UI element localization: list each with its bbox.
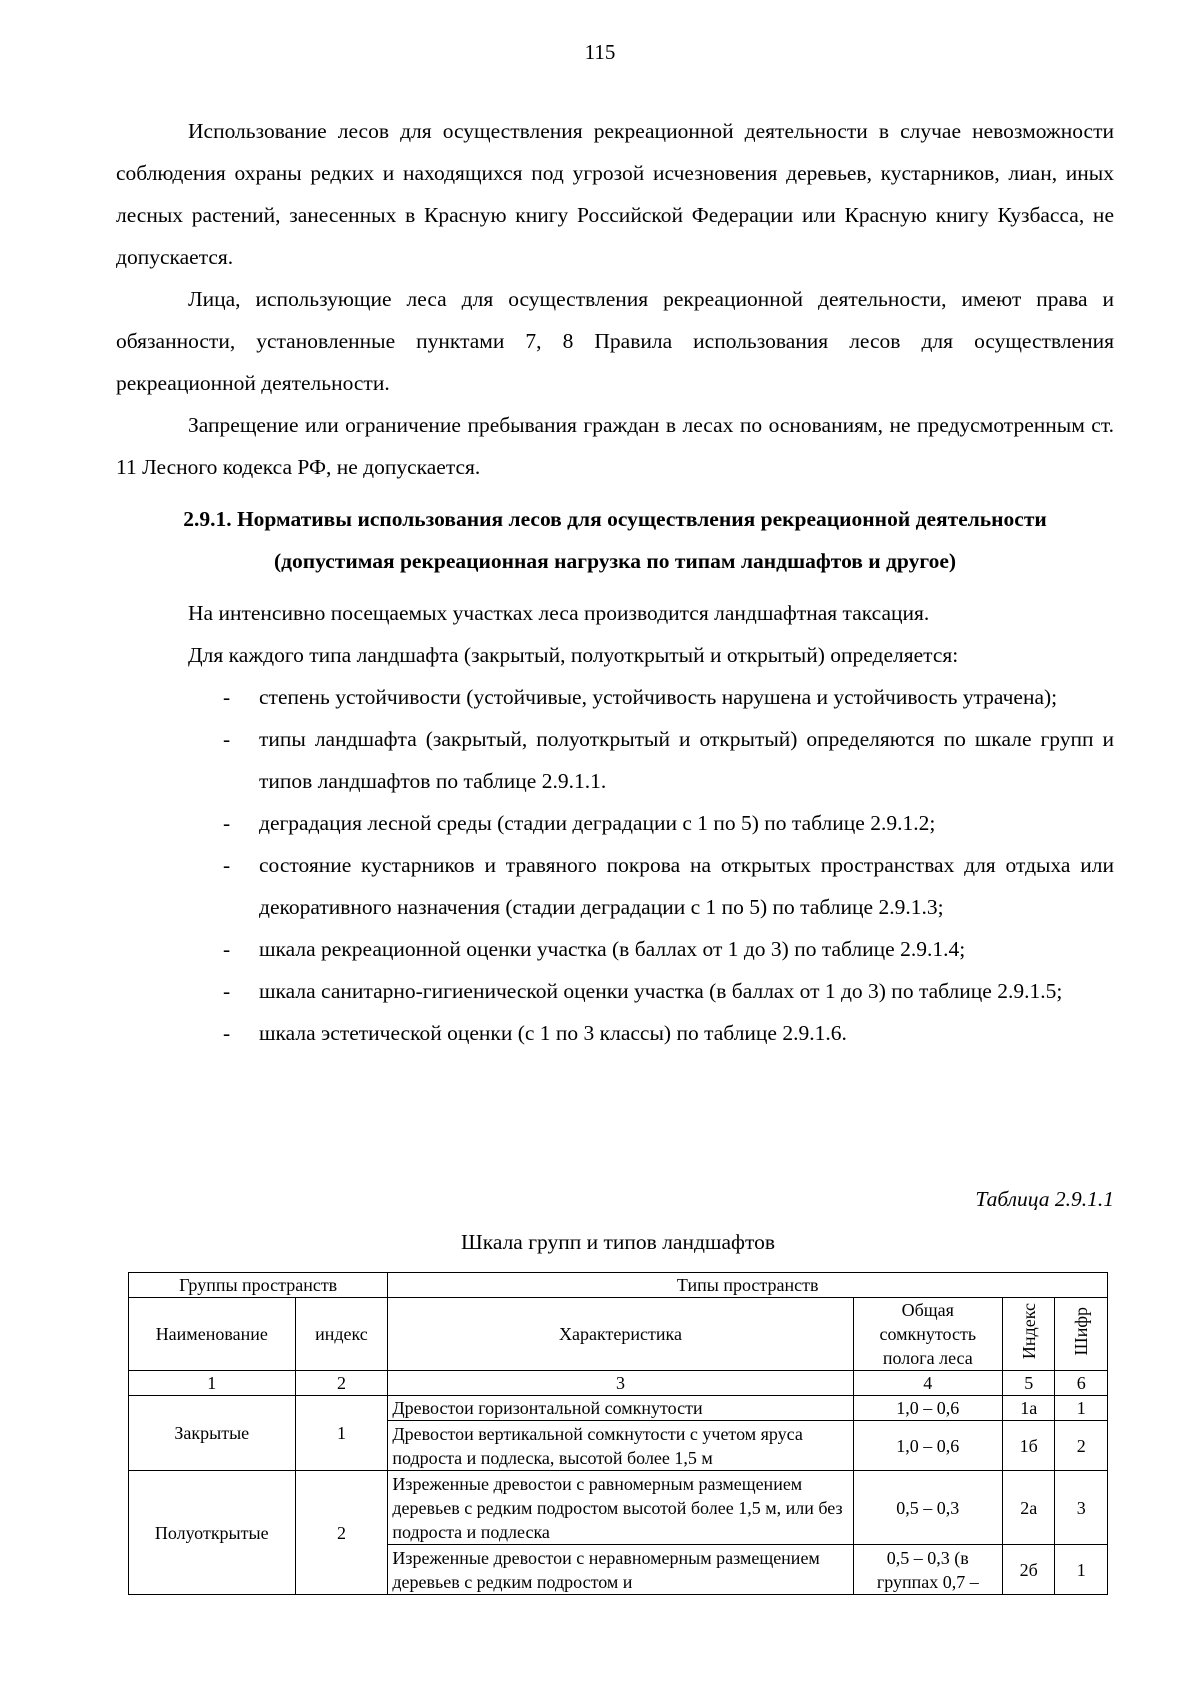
list-item bbox=[116, 928, 1114, 970]
group-index: 1 bbox=[295, 1396, 388, 1471]
paragraph-rights: Лица, использующие леса для осуществления рекреационной деятельности, имеют права и обязанности, установленные пунктами 7, 8 Правила использования лесов для осуществления рекреационной деятельности. bbox=[116, 287, 1114, 395]
list-item bbox=[116, 1012, 1114, 1054]
page-number: 115 bbox=[584, 40, 616, 64]
landscape-table bbox=[128, 1272, 1108, 1595]
group-index: 2 bbox=[295, 1471, 388, 1595]
column-number: 6 bbox=[1055, 1371, 1108, 1396]
bullet-dash: - bbox=[223, 937, 231, 961]
column-number: 4 bbox=[853, 1371, 1002, 1396]
section-text bbox=[116, 592, 1114, 676]
column-number: 2 bbox=[295, 1371, 388, 1396]
column-number: 5 bbox=[1002, 1371, 1054, 1396]
list-item-text: шкала рекреационной оценки участка (в баллах от 1 до 3) по таблице 2.9.1.4; bbox=[259, 937, 966, 961]
type-index-cell: 1б bbox=[1002, 1421, 1054, 1471]
type-index-cell: 2б bbox=[1002, 1545, 1054, 1595]
code-cell: 1 bbox=[1055, 1396, 1108, 1421]
section-heading bbox=[116, 498, 1114, 582]
paragraph-red-book: Использование лесов для осуществления рекреационной деятельности в случае невозможности соблюдения охраны редких и находящихся под угрозой исчезновения деревьев, кустарников, лиан, иных лесных растений, занесенных в Красную книгу Российской Федерации или Красную книгу Кузбасса, не допускается. bbox=[116, 119, 1114, 269]
density-cell: 1,0 – 0,6 bbox=[853, 1396, 1002, 1421]
list-item bbox=[116, 676, 1114, 718]
bullet-dash: - bbox=[223, 853, 231, 877]
header-type-index bbox=[1002, 1298, 1054, 1371]
group-name: Закрытые bbox=[129, 1396, 296, 1471]
characteristic-cell: Изреженные древостои с неравномерным размещением деревьев с редким подростом и bbox=[388, 1545, 853, 1595]
header-space-types: Типы пространств bbox=[388, 1273, 1108, 1298]
table-row bbox=[129, 1471, 1108, 1545]
column-number: 1 bbox=[129, 1371, 296, 1396]
section-heading-line-1: 2.9.1. Нормативы использования лесов для осуществления рекреационной деятельности bbox=[183, 507, 1047, 531]
list-item bbox=[116, 844, 1114, 928]
list-item-text: деградация лесной среды (стадии деградации с 1 по 5) по таблице 2.9.1.2; bbox=[259, 811, 936, 835]
header-index: индекс bbox=[295, 1298, 388, 1371]
list-item bbox=[116, 718, 1114, 802]
table-caption: Таблица 2.9.1.1 bbox=[975, 1187, 1114, 1211]
paragraph-taxation: На интенсивно посещаемых участках леса производится ландшафтная таксация. bbox=[188, 601, 930, 625]
header-canopy-density: Общая сомкнутость полога леса bbox=[853, 1298, 1002, 1371]
header-code bbox=[1055, 1298, 1108, 1371]
bullet-dash: - bbox=[223, 685, 231, 709]
list-item-text: состояние кустарников и травяного покрова на открытых пространствах для отдыха или декоративного назначения (стадии деградации с 1 по 5) по таблице 2.9.1.3; bbox=[259, 853, 1114, 919]
paragraph-determined: Для каждого типа ландшафта (закрытый, полуоткрытый и открытый) определяется: bbox=[188, 643, 959, 667]
code-cell: 3 bbox=[1055, 1471, 1108, 1545]
group-name: Полуоткрытые bbox=[129, 1471, 296, 1595]
list-item-text: шкала санитарно-гигиенической оценки участка (в баллах от 1 до 3) по таблице 2.9.1.5; bbox=[259, 979, 1063, 1003]
type-index-cell: 2а bbox=[1002, 1471, 1054, 1545]
paragraph-prohibition: Запрещение или ограничение пребывания граждан в лесах по основаниям, не предусмотренным ст. 11 Лесного кодекса РФ, не допускается. bbox=[116, 413, 1114, 479]
density-cell: 1,0 – 0,6 bbox=[853, 1421, 1002, 1471]
column-number-row bbox=[129, 1371, 1108, 1396]
header-type-index-label: Индекс bbox=[1018, 1302, 1039, 1360]
bullet-dash: - bbox=[223, 1021, 231, 1045]
type-index-cell: 1а bbox=[1002, 1396, 1054, 1421]
table-title: Шкала групп и типов ландшафтов bbox=[461, 1230, 775, 1254]
section-heading-line-2: (допустимая рекреационная нагрузка по типам ландшафтов и другое) bbox=[273, 549, 957, 573]
code-cell: 2 bbox=[1055, 1421, 1108, 1471]
bullet-dash: - bbox=[223, 811, 231, 835]
code-cell: 1 bbox=[1055, 1545, 1108, 1595]
characteristic-cell: Изреженные древостои с равномерным размещением деревьев с редким подростом высотой более 1,5 м, или без подроста и подлеска bbox=[388, 1471, 853, 1545]
list-item-text: типы ландшафта (закрытый, полуоткрытый и открытый) определяются по шкале групп и типов ландшафтов по таблице 2.9.1.1. bbox=[259, 727, 1114, 793]
header-characteristic: Характеристика bbox=[388, 1298, 853, 1371]
density-cell: 0,5 – 0,3 bbox=[853, 1471, 1002, 1545]
header-space-groups: Группы пространств bbox=[129, 1273, 388, 1298]
header-name: Наименование bbox=[129, 1298, 296, 1371]
intro-text bbox=[116, 110, 1114, 488]
characteristic-cell: Древостои горизонтальной сомкнутости bbox=[388, 1396, 853, 1421]
table-row bbox=[129, 1396, 1108, 1421]
density-cell: 0,5 – 0,3 (в группах 0,7 – bbox=[853, 1545, 1002, 1595]
bullet-dash: - bbox=[223, 979, 231, 1003]
list-item-text: шкала эстетической оценки (с 1 по 3 классы) по таблице 2.9.1.6. bbox=[259, 1021, 847, 1045]
header-code-label: Шифр bbox=[1071, 1306, 1092, 1356]
criteria-list bbox=[116, 676, 1114, 1054]
list-item bbox=[116, 802, 1114, 844]
bullet-dash: - bbox=[223, 727, 231, 751]
characteristic-cell: Древостои вертикальной сомкнутости с учетом яруса подроста и подлеска, высотой более 1,5 м bbox=[388, 1421, 853, 1471]
list-item bbox=[116, 970, 1114, 1012]
list-item-text: степень устойчивости (устойчивые, устойчивость нарушена и устойчивость утрачена); bbox=[259, 685, 1058, 709]
column-number: 3 bbox=[388, 1371, 853, 1396]
